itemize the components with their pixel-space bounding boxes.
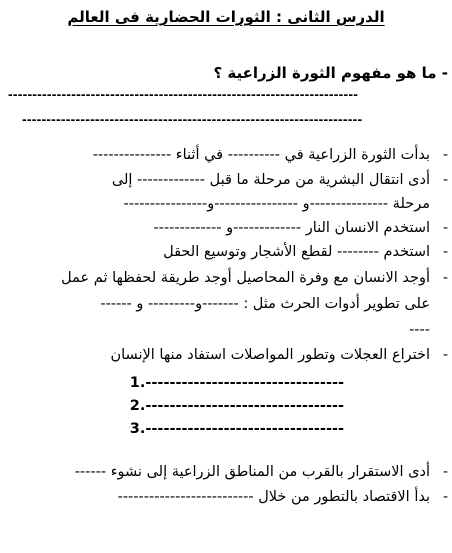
bullet-marker: -: [442, 220, 448, 236]
numbered-blank-1: ---------------------------------.1: [129, 375, 344, 391]
bullet-marker: -: [442, 270, 448, 286]
item-transition: أدى انتقال البشرية من مرحلة ما قبل ------------- إلى: [111, 172, 430, 188]
item-economy: بدأ الاقتصاد بالتطور من خلال --------------------------: [117, 489, 430, 505]
item-crop-storage: أوجد الانسان مع وفرة المحاصيل أوجد طريقة لحفظها ثم عمل: [61, 270, 430, 286]
numbered-blank-3: ---------------------------------.3: [129, 421, 344, 437]
lesson-title: [0, 6, 452, 28]
answer-line-1: ------------------------------------------------------------------------: [8, 86, 359, 102]
bullet-marker: -: [442, 147, 448, 163]
item-wheel-invention: اختراع العجلات وتطور المواصلات استفاد منها الإنسان: [110, 347, 430, 363]
lesson-title-text: الدرس الثانى : الثورات الحضارية فى العالم: [67, 8, 385, 26]
answer-line-2: ----------------------------------------------------------------------: [22, 111, 363, 127]
bullet-marker: -: [442, 172, 448, 188]
item-fire-use: استخدم الانسان النار -------------و -------------: [153, 220, 430, 236]
item-settlement: أدى الاستقرار بالقرب من المناطق الزراعية إلى نشوء ------: [74, 464, 430, 480]
question-heading: - ما هو مفهوم الثورة الزراعية ؟: [213, 64, 448, 82]
bullet-marker: -: [442, 489, 448, 505]
item-transition-continued: مرحلة ---------------و ----------------و----------------: [123, 196, 430, 212]
item-tool-use: استخدم -------- لقطع الأشجار وتوسيع الحقل: [163, 244, 430, 260]
bullet-marker: -: [442, 464, 448, 480]
bullet-marker: -: [442, 347, 448, 363]
item-crop-storage-tail: ----: [409, 322, 430, 338]
bullet-marker: -: [442, 244, 448, 260]
item-crop-storage-continued: على تطوير أدوات الحرث مثل : -------و--------- و ------: [100, 296, 430, 312]
item-revolution-start: بدأت الثورة الزراعية في ---------- في أثناء ---------------: [92, 147, 430, 163]
numbered-blank-2: ---------------------------------.2: [129, 398, 344, 414]
